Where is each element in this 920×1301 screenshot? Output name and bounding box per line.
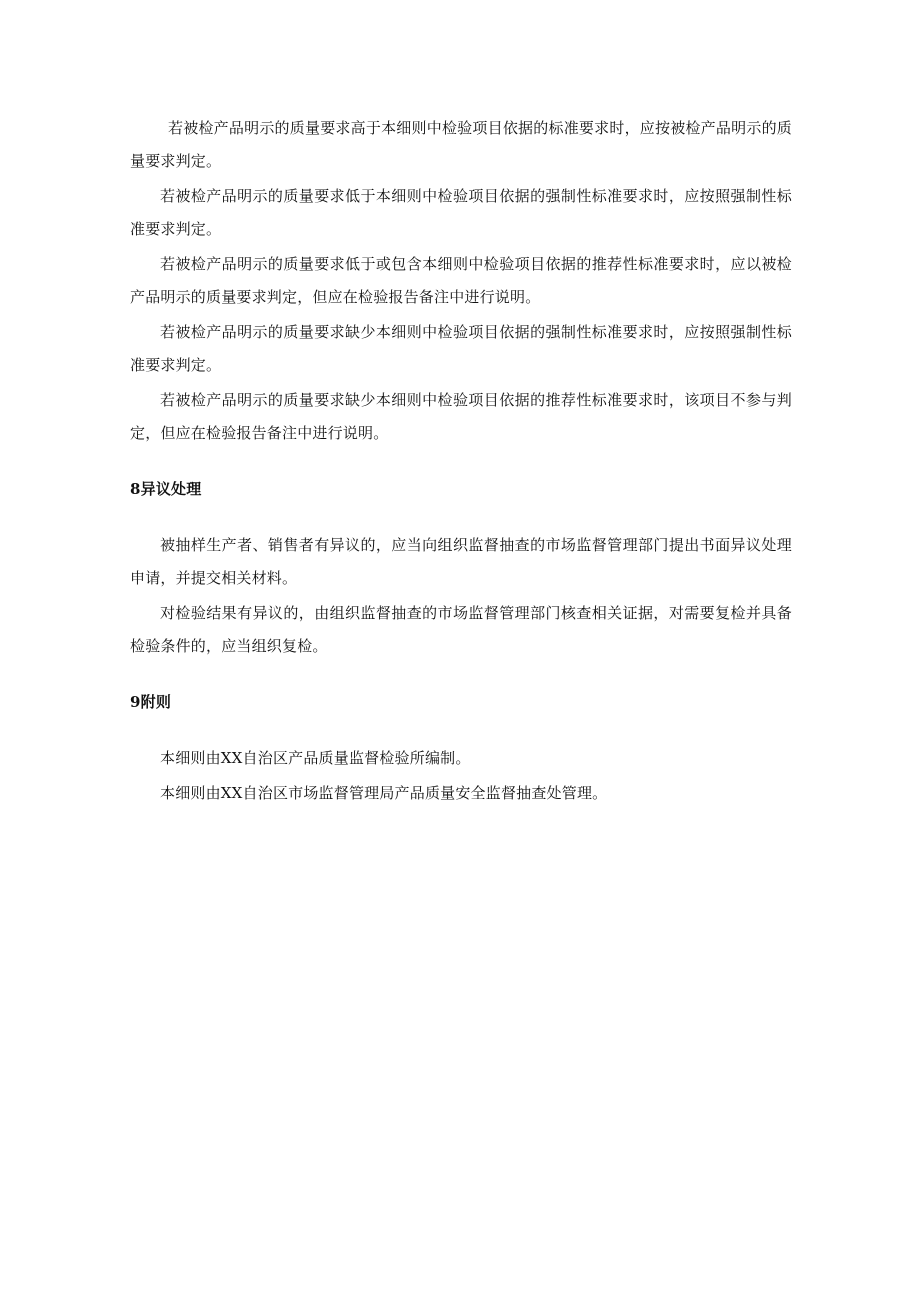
paragraph-judgement-lower-mandatory: 若被检产品明示的质量要求低于本细则中检验项目依据的强制性标准要求时，应按照强制性标准要求判定。: [130, 187, 792, 238]
section-9-heading: 9附则: [130, 693, 172, 711]
paragraph-judgement-lower-recommended: 若被检产品明示的质量要求低于或包含本细则中检验项目依据的推荐性标准要求时，应以被检产品明示的质量要求判定，但应在检验报告备注中进行说明。: [130, 255, 792, 306]
paragraph-managed-by: 本细则由XX自治区市场监督管理局产品质量安全监督抽查处管理。: [160, 784, 608, 802]
section-8-objection: [130, 473, 792, 663]
paragraph-judgement-missing-mandatory: 若被检产品明示的质量要求缺少本细则中检验项目依据的强制性标准要求时，应按照强制性标准要求判定。: [130, 323, 792, 374]
paragraph-compiled-by: 本细则由XX自治区产品质量监督检验所编制。: [160, 749, 471, 767]
section-9-supplementary: [130, 686, 792, 810]
paragraph-objection-sampled: 被抽样生产者、销售者有异议的，应当向组织监督抽查的市场监督管理部门提出书面异议处理申请，并提交相关材料。: [130, 536, 792, 587]
document-page: [130, 112, 792, 810]
paragraph-judgement-higher: 若被检产品明示的质量要求高于本细则中检验项目依据的标准要求时，应按被检产品明示的质量要求判定。: [130, 119, 792, 170]
section-7-tail: [130, 112, 792, 450]
paragraph-judgement-missing-recommended: 若被检产品明示的质量要求缺少本细则中检验项目依据的推荐性标准要求时，该项目不参与判定，但应在检验报告备注中进行说明。: [130, 391, 792, 442]
paragraph-objection-results: 对检验结果有异议的，由组织监督抽查的市场监督管理部门核查相关证据，对需要复检并具备检验条件的，应当组织复检。: [130, 604, 792, 655]
section-8-heading: 8异议处理: [130, 480, 202, 498]
